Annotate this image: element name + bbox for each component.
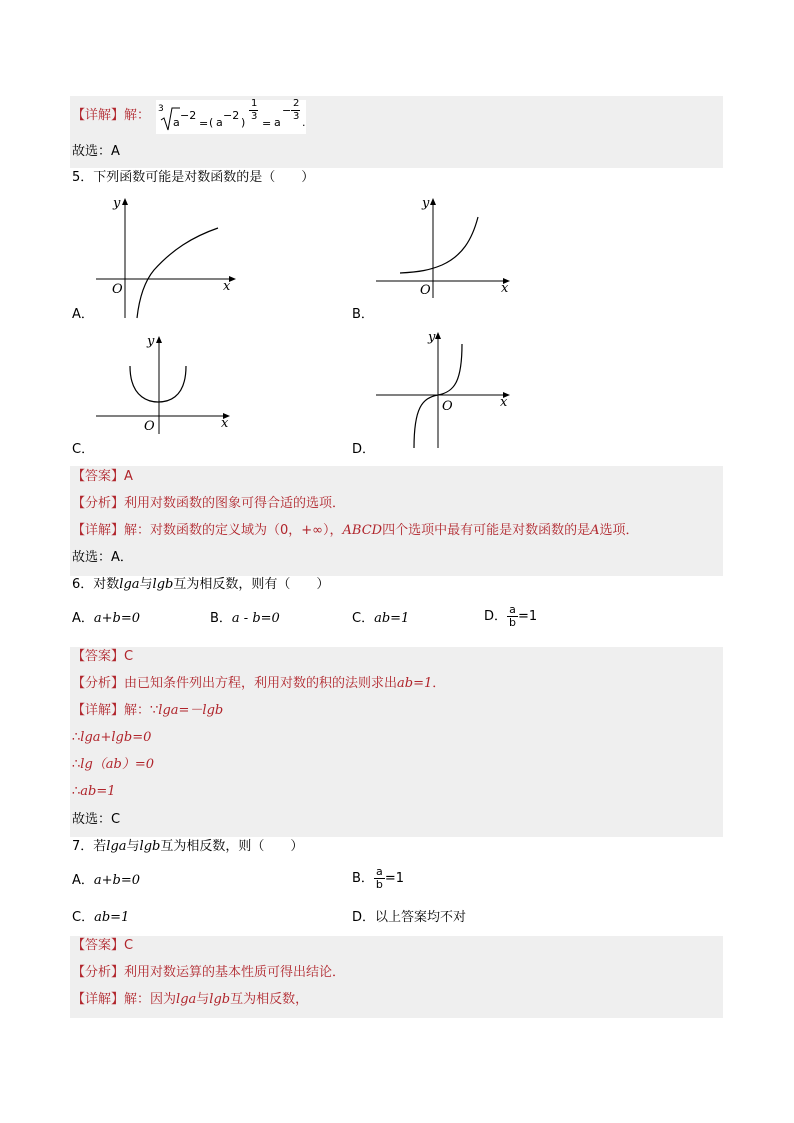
q5-answer: 【答案】A bbox=[72, 469, 133, 484]
q7-answer: 【答案】C bbox=[72, 938, 134, 953]
q4-choice: 故选：A bbox=[72, 144, 120, 159]
q5-option-d: D． bbox=[352, 442, 376, 457]
q6-answer: 【答案】C bbox=[72, 649, 134, 664]
q6-option-d: D． $\frac{a}{b}$ =1 bbox=[484, 603, 538, 629]
graph-a bbox=[92, 192, 252, 322]
svg-text:x: x bbox=[221, 416, 229, 431]
q5-option-a: A． bbox=[72, 307, 94, 322]
q6-option-c: C．ab=1 bbox=[352, 611, 410, 626]
svg-text:y: y bbox=[147, 334, 155, 349]
q6-option-b: B．a - b=0 bbox=[210, 611, 280, 626]
svg-text:O: O bbox=[420, 283, 431, 298]
q7-option-d: D．以上答案均不对 bbox=[352, 910, 467, 925]
axis-y-label: y bbox=[113, 196, 121, 211]
graph-d bbox=[372, 328, 532, 453]
q7-detail: 【详解】解：因为lga与lgb互为相反数， bbox=[72, 992, 309, 1007]
q6-stem: 6．对数lga与lgb互为相反数，则有（ ） bbox=[72, 577, 330, 592]
q6-option-a: A．a+b=0 bbox=[72, 611, 141, 626]
axis-x-label: x bbox=[223, 279, 231, 294]
svg-text:x: x bbox=[501, 281, 509, 296]
graph-b bbox=[372, 192, 532, 302]
q7-analysis: 【分析】利用对数运算的基本性质可得出结论． bbox=[72, 965, 346, 980]
q6-choice: 故选：C bbox=[72, 812, 121, 827]
q6-analysis: 【分析】由已知条件列出方程，利用对数的积的法则求出ab=1． bbox=[72, 676, 446, 691]
q5-option-b: B． bbox=[352, 307, 374, 322]
q4-detail-line: 【详解】解： bbox=[72, 108, 151, 123]
q6-detail: 【详解】解：∵lga=－lgb bbox=[72, 703, 224, 718]
q5-choice: 故选：A． bbox=[72, 550, 133, 565]
q4-formula: 3 a −2 = ( a −2 ) 1 3 = a − 2 3 . bbox=[156, 100, 306, 134]
q5-solution-block bbox=[70, 466, 723, 576]
q5-stem: 5．下列函数可能是对数函数的是（ ） bbox=[72, 170, 315, 185]
q5-option-c: C． bbox=[72, 442, 95, 457]
svg-text:O: O bbox=[144, 419, 155, 434]
origin-label: O bbox=[112, 282, 123, 297]
q6-step-3: ∴ab=1 bbox=[72, 784, 116, 799]
q7-stem: 7．若lga与lgb互为相反数，则（ ） bbox=[72, 839, 304, 854]
svg-text:y: y bbox=[422, 196, 430, 211]
q6-step-1: ∴lga+lgb=0 bbox=[72, 730, 152, 745]
detail-tag: 【详解】 bbox=[72, 108, 125, 123]
svg-text:x: x bbox=[500, 395, 508, 410]
q7-option-a: A．a+b=0 bbox=[72, 873, 141, 888]
q7-option-b: B． $\frac{a}{b}$ =1 bbox=[352, 865, 405, 891]
q5-detail: 【详解】解：对数函数的定义域为（0，+∞），ABCD四个选项中最有可能是对数函数的是A选项． bbox=[72, 523, 639, 538]
q5-analysis: 【分析】利用对数函数的图象可得合适的选项． bbox=[72, 496, 346, 511]
svg-text:y: y bbox=[428, 330, 436, 345]
graph-c bbox=[92, 330, 252, 440]
q7-option-c: C．ab=1 bbox=[72, 910, 130, 925]
svg-text:O: O bbox=[442, 399, 453, 414]
q6-step-2: ∴lg（ab）=0 bbox=[72, 757, 154, 772]
